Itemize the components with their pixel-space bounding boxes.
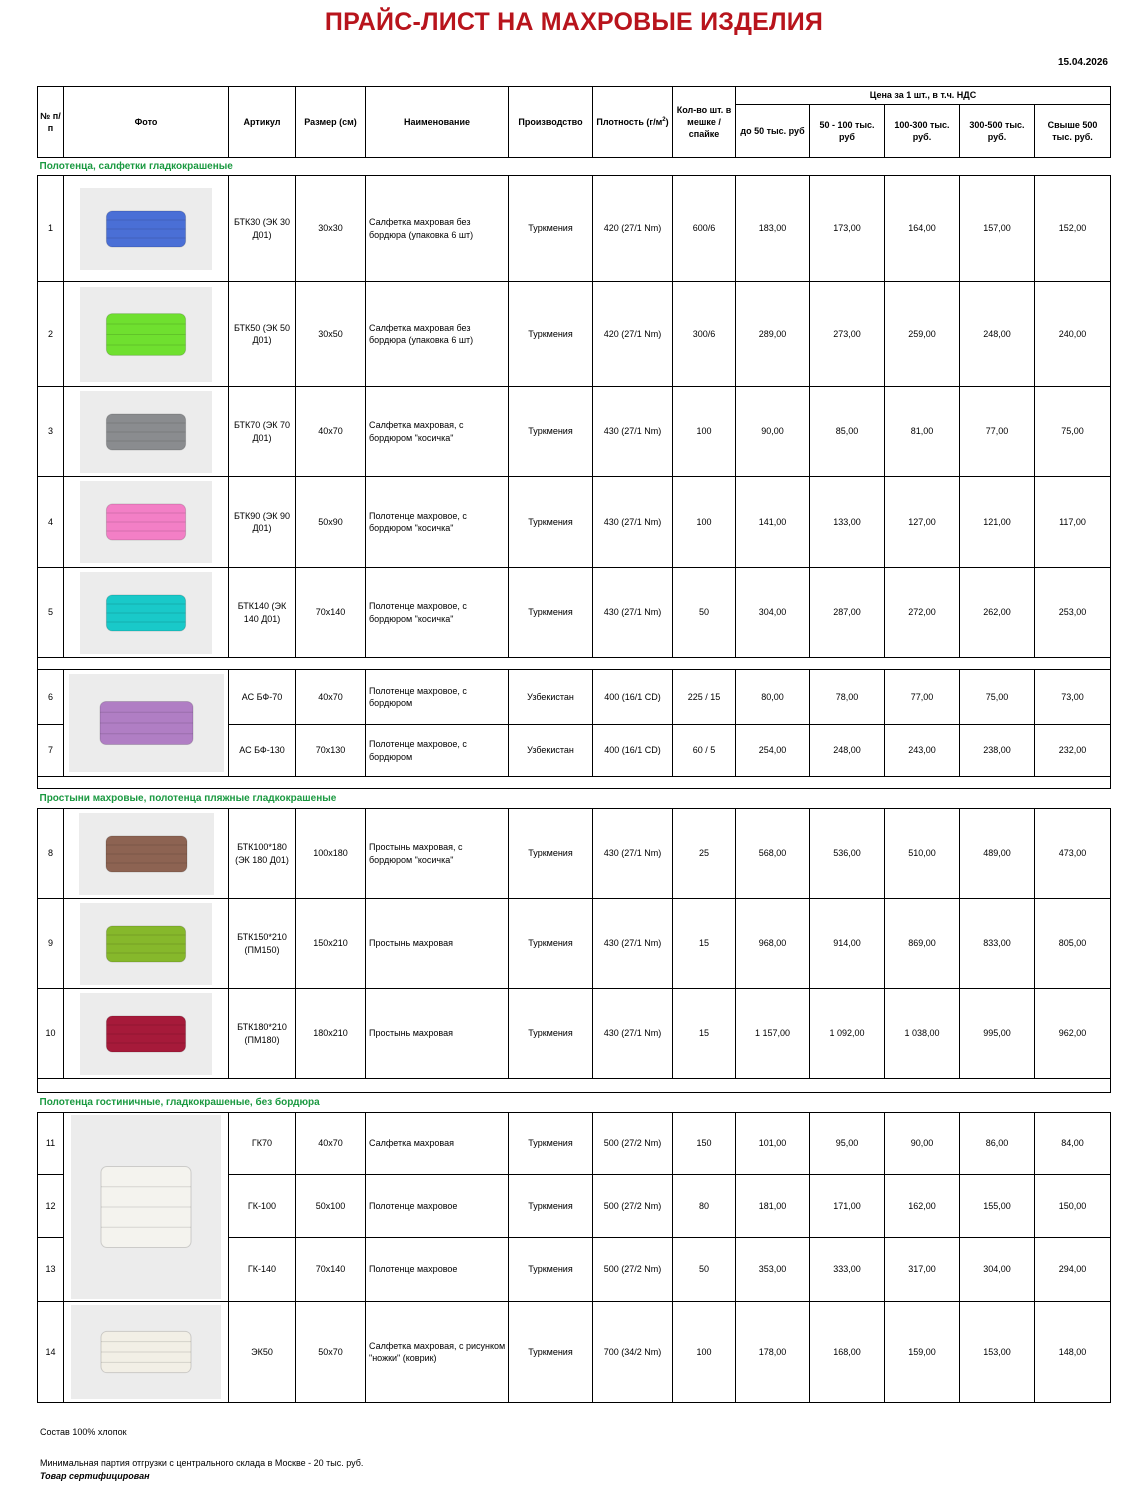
- production-cell: Туркмения: [509, 899, 593, 989]
- towel-icon: [80, 481, 212, 563]
- product-photo-cell: [64, 1113, 229, 1302]
- price-cell-1: 178,00: [736, 1302, 810, 1403]
- size-cell: 150х210: [296, 899, 366, 989]
- article-cell: БТК140 (ЭК 140 Д01): [229, 568, 296, 658]
- price-cell-2: 914,00: [810, 899, 885, 989]
- price-cell-1: 568,00: [736, 809, 810, 899]
- size-cell: 50х70: [296, 1302, 366, 1403]
- density-cell: 400 (16/1 CD): [593, 725, 673, 777]
- size-cell: 40х70: [296, 387, 366, 477]
- qty-cell: 25: [673, 809, 736, 899]
- article-cell: АС БФ-70: [229, 670, 296, 725]
- qty-cell: 150: [673, 1113, 736, 1175]
- section-title: Полотенца гостиничные, гладкокрашеные, без бордюра: [38, 1093, 1111, 1113]
- spacer-row: [38, 777, 1111, 789]
- table-row: [38, 176, 1111, 282]
- size-cell: 40х70: [296, 670, 366, 725]
- price-cell-2: 287,00: [810, 568, 885, 658]
- qty-cell: 60 / 5: [673, 725, 736, 777]
- row-number: 9: [38, 899, 64, 989]
- price-cell-2: 536,00: [810, 809, 885, 899]
- density-cell: 500 (27/2 Nm): [593, 1113, 673, 1175]
- name-cell: Салфетка махровая, с бордюром "косичка": [366, 387, 509, 477]
- header-price-1: до 50 тыс. руб: [736, 105, 810, 158]
- price-cell-5: 962,00: [1035, 989, 1111, 1079]
- production-cell: Туркмения: [509, 989, 593, 1079]
- product-photo-cell: [64, 282, 229, 387]
- product-photo-cell: [64, 477, 229, 568]
- price-table: [37, 86, 1111, 1403]
- table-row: [38, 1113, 1111, 1175]
- price-cell-4: 157,00: [960, 176, 1035, 282]
- price-cell-1: 183,00: [736, 176, 810, 282]
- price-cell-4: 248,00: [960, 282, 1035, 387]
- price-cell-2: 168,00: [810, 1302, 885, 1403]
- size-cell: 30х50: [296, 282, 366, 387]
- product-photo-cell: [64, 176, 229, 282]
- qty-cell: 80: [673, 1175, 736, 1238]
- price-cell-4: 304,00: [960, 1238, 1035, 1302]
- price-cell-2: 85,00: [810, 387, 885, 477]
- production-cell: Туркмения: [509, 387, 593, 477]
- price-cell-3: 259,00: [885, 282, 960, 387]
- header-price-2: 50 - 100 тыс. руб: [810, 105, 885, 158]
- production-cell: Туркмения: [509, 1113, 593, 1175]
- price-cell-1: 80,00: [736, 670, 810, 725]
- size-cell: 70х130: [296, 725, 366, 777]
- product-photo: [71, 1305, 221, 1399]
- header-price-4: 300-500 тыс. руб.: [960, 105, 1035, 158]
- header-num: № п/п: [38, 87, 64, 158]
- price-cell-3: 90,00: [885, 1113, 960, 1175]
- product-photo: [69, 674, 224, 772]
- price-cell-3: 77,00: [885, 670, 960, 725]
- price-cell-1: 254,00: [736, 725, 810, 777]
- row-number: 5: [38, 568, 64, 658]
- name-cell: Полотенце махровое, с бордюром "косичка": [366, 568, 509, 658]
- table-row: [38, 809, 1111, 899]
- density-cell: 430 (27/1 Nm): [593, 809, 673, 899]
- production-cell: Туркмения: [509, 477, 593, 568]
- production-cell: Узбекистан: [509, 670, 593, 725]
- name-cell: Простынь махровая: [366, 989, 509, 1079]
- price-cell-1: 90,00: [736, 387, 810, 477]
- price-cell-1: 141,00: [736, 477, 810, 568]
- header-price-5: Свыше 500 тыс. руб.: [1035, 105, 1111, 158]
- table-row: [38, 477, 1111, 568]
- table-row: [38, 989, 1111, 1079]
- price-cell-1: 304,00: [736, 568, 810, 658]
- header-photo: Фото: [64, 87, 229, 158]
- price-cell-3: 510,00: [885, 809, 960, 899]
- qty-cell: 300/6: [673, 282, 736, 387]
- row-number: 12: [38, 1175, 64, 1238]
- name-cell: Полотенце махровое, с бордюром: [366, 725, 509, 777]
- product-photo: [80, 993, 212, 1075]
- article-cell: ГК-100: [229, 1175, 296, 1238]
- header-qty: Кол-во шт. в мешке / спайке: [673, 87, 736, 158]
- article-cell: БТК180*210 (ПМ180): [229, 989, 296, 1079]
- price-cell-4: 121,00: [960, 477, 1035, 568]
- size-cell: 180х210: [296, 989, 366, 1079]
- towel-icon: [80, 391, 212, 473]
- row-number: 14: [38, 1302, 64, 1403]
- price-cell-3: 127,00: [885, 477, 960, 568]
- price-cell-2: 248,00: [810, 725, 885, 777]
- production-cell: Узбекистан: [509, 725, 593, 777]
- spacer-row: [38, 658, 1111, 670]
- production-cell: Туркмения: [509, 1175, 593, 1238]
- density-cell: 500 (27/2 Nm): [593, 1238, 673, 1302]
- table-row: [38, 568, 1111, 658]
- qty-cell: 50: [673, 568, 736, 658]
- spacer-cell: [38, 777, 1111, 789]
- product-photo: [79, 813, 214, 895]
- price-cell-5: 75,00: [1035, 387, 1111, 477]
- price-cell-5: 117,00: [1035, 477, 1111, 568]
- article-cell: БТК30 (ЭК 30 Д01): [229, 176, 296, 282]
- price-cell-2: 171,00: [810, 1175, 885, 1238]
- product-photo: [80, 903, 212, 985]
- price-cell-4: 155,00: [960, 1175, 1035, 1238]
- header-price-3: 100-300 тыс. руб.: [885, 105, 960, 158]
- product-photo: [80, 287, 212, 382]
- size-cell: 40х70: [296, 1113, 366, 1175]
- table-row: [38, 282, 1111, 387]
- name-cell: Полотенце махровое: [366, 1238, 509, 1302]
- price-cell-2: 273,00: [810, 282, 885, 387]
- row-number: 8: [38, 809, 64, 899]
- header-price-group: Цена за 1 шт., в т.ч. НДС: [736, 87, 1111, 105]
- price-cell-3: 1 038,00: [885, 989, 960, 1079]
- price-cell-4: 77,00: [960, 387, 1035, 477]
- price-cell-3: 162,00: [885, 1175, 960, 1238]
- price-date: 15.04.2026: [1057, 57, 1108, 68]
- product-photo: [71, 1115, 221, 1299]
- article-cell: ГК70: [229, 1113, 296, 1175]
- production-cell: Туркмения: [509, 282, 593, 387]
- min-order-note: Минимальная партия отгрузки с центрального склада в Москве - 20 тыс. руб.: [40, 1458, 364, 1468]
- table-row: [38, 387, 1111, 477]
- product-photo-cell: [64, 1302, 229, 1403]
- size-cell: 50х100: [296, 1175, 366, 1238]
- price-cell-4: 86,00: [960, 1113, 1035, 1175]
- price-cell-2: 95,00: [810, 1113, 885, 1175]
- certified-note: Товар сертифицирован: [40, 1471, 150, 1481]
- price-cell-4: 833,00: [960, 899, 1035, 989]
- production-cell: Туркмения: [509, 568, 593, 658]
- price-cell-4: 262,00: [960, 568, 1035, 658]
- header-article: Артикул: [229, 87, 296, 158]
- towel-icon: [80, 572, 212, 654]
- size-cell: 70х140: [296, 568, 366, 658]
- price-cell-1: 1 157,00: [736, 989, 810, 1079]
- qty-cell: 100: [673, 1302, 736, 1403]
- name-cell: Салфетка махровая без бордюра (упаковка 6 шт): [366, 176, 509, 282]
- price-cell-5: 150,00: [1035, 1175, 1111, 1238]
- towel-icon: [71, 1305, 221, 1399]
- qty-cell: 15: [673, 899, 736, 989]
- article-cell: БТК90 (ЭК 90 Д01): [229, 477, 296, 568]
- size-cell: 30х30: [296, 176, 366, 282]
- towel-icon: [80, 287, 212, 382]
- row-number: 11: [38, 1113, 64, 1175]
- price-cell-5: 240,00: [1035, 282, 1111, 387]
- name-cell: Салфетка махровая, с рисунком "ножки" (коврик): [366, 1302, 509, 1403]
- product-photo-cell: [64, 670, 229, 777]
- price-cell-5: 84,00: [1035, 1113, 1111, 1175]
- price-cell-5: 152,00: [1035, 176, 1111, 282]
- name-cell: Полотенце махровое, с бордюром: [366, 670, 509, 725]
- row-number: 4: [38, 477, 64, 568]
- production-cell: Туркмения: [509, 176, 593, 282]
- product-photo-cell: [64, 989, 229, 1079]
- composition-note: Состав 100% хлопок: [40, 1427, 127, 1437]
- price-cell-5: 253,00: [1035, 568, 1111, 658]
- product-photo-cell: [64, 387, 229, 477]
- price-cell-3: 317,00: [885, 1238, 960, 1302]
- price-cell-4: 75,00: [960, 670, 1035, 725]
- price-cell-1: 181,00: [736, 1175, 810, 1238]
- header-density: Плотность $(г/м^2)$: [593, 87, 673, 158]
- density-cell: 420 (27/1 Nm): [593, 282, 673, 387]
- qty-cell: 100: [673, 477, 736, 568]
- table-row: [38, 670, 1111, 725]
- section-title: Простыни махровые, полотенца пляжные гладкокрашеные: [38, 789, 1111, 809]
- price-cell-1: 968,00: [736, 899, 810, 989]
- section-row: [38, 1093, 1111, 1113]
- row-number: 6: [38, 670, 64, 725]
- qty-cell: 50: [673, 1238, 736, 1302]
- spacer-row: [38, 1079, 1111, 1093]
- row-number: 10: [38, 989, 64, 1079]
- density-cell: 430 (27/1 Nm): [593, 477, 673, 568]
- price-cell-1: 289,00: [736, 282, 810, 387]
- size-cell: 50х90: [296, 477, 366, 568]
- row-number: 3: [38, 387, 64, 477]
- price-cell-5: 73,00: [1035, 670, 1111, 725]
- row-number: 13: [38, 1238, 64, 1302]
- price-cell-3: 164,00: [885, 176, 960, 282]
- row-number: 7: [38, 725, 64, 777]
- density-cell: 700 (34/2 Nm): [593, 1302, 673, 1403]
- row-number: 2: [38, 282, 64, 387]
- article-cell: БТК70 (ЭК 70 Д01): [229, 387, 296, 477]
- table-row: [38, 1302, 1111, 1403]
- price-cell-2: 78,00: [810, 670, 885, 725]
- production-cell: Туркмения: [509, 809, 593, 899]
- price-cell-4: 153,00: [960, 1302, 1035, 1403]
- size-cell: 100х180: [296, 809, 366, 899]
- header-name: Наименование: [366, 87, 509, 158]
- price-cell-3: 243,00: [885, 725, 960, 777]
- row-number: 1: [38, 176, 64, 282]
- page-title: ПРАЙС-ЛИСТ НА МАХРОВЫЕ ИЗДЕЛИЯ: [324, 8, 824, 36]
- density-cell: 400 (16/1 CD): [593, 670, 673, 725]
- price-cell-5: 232,00: [1035, 725, 1111, 777]
- article-cell: ГК-140: [229, 1238, 296, 1302]
- price-cell-3: 159,00: [885, 1302, 960, 1403]
- article-cell: БТК100*180 (ЭК 180 Д01): [229, 809, 296, 899]
- name-cell: Салфетка махровая: [366, 1113, 509, 1175]
- table-row: [38, 899, 1111, 989]
- price-cell-1: 353,00: [736, 1238, 810, 1302]
- product-photo: [80, 572, 212, 654]
- price-cell-5: 148,00: [1035, 1302, 1111, 1403]
- qty-cell: 100: [673, 387, 736, 477]
- price-cell-2: 1 092,00: [810, 989, 885, 1079]
- price-cell-5: 473,00: [1035, 809, 1111, 899]
- name-cell: Полотенце махровое, с бордюром "косичка": [366, 477, 509, 568]
- qty-cell: 15: [673, 989, 736, 1079]
- header-size: Размер (см): [296, 87, 366, 158]
- price-cell-3: 869,00: [885, 899, 960, 989]
- qty-cell: 225 / 15: [673, 670, 736, 725]
- name-cell: Простынь махровая: [366, 899, 509, 989]
- density-cell: 430 (27/1 Nm): [593, 387, 673, 477]
- towel-icon: [80, 993, 212, 1075]
- spacer-cell: [38, 658, 1111, 670]
- density-cell: 420 (27/1 Nm): [593, 176, 673, 282]
- density-cell: 430 (27/1 Nm): [593, 899, 673, 989]
- price-cell-1: 101,00: [736, 1113, 810, 1175]
- density-cell: 430 (27/1 Nm): [593, 568, 673, 658]
- price-cell-5: 294,00: [1035, 1238, 1111, 1302]
- price-cell-3: 272,00: [885, 568, 960, 658]
- price-cell-2: 133,00: [810, 477, 885, 568]
- price-cell-3: 81,00: [885, 387, 960, 477]
- towel-icon: [79, 813, 214, 895]
- article-cell: БТК150*210 (ПМ150): [229, 899, 296, 989]
- size-cell: 70х140: [296, 1238, 366, 1302]
- qty-cell: 600/6: [673, 176, 736, 282]
- price-cell-4: 489,00: [960, 809, 1035, 899]
- section-row: [38, 158, 1111, 176]
- price-cell-4: 238,00: [960, 725, 1035, 777]
- product-photo-cell: [64, 899, 229, 989]
- article-cell: АС БФ-130: [229, 725, 296, 777]
- towel-icon: [80, 188, 212, 270]
- towel-icon: [71, 1115, 221, 1299]
- towel-icon: [69, 674, 224, 772]
- production-cell: Туркмения: [509, 1238, 593, 1302]
- section-title: Полотенца, салфетки гладкокрашеные: [38, 158, 1111, 176]
- density-cell: 430 (27/1 Nm): [593, 989, 673, 1079]
- name-cell: Полотенце махровое: [366, 1175, 509, 1238]
- product-photo-cell: [64, 568, 229, 658]
- towel-icon: [80, 903, 212, 985]
- product-photo-cell: [64, 809, 229, 899]
- header-production: Производство: [509, 87, 593, 158]
- production-cell: Туркмения: [509, 1302, 593, 1403]
- price-cell-2: 333,00: [810, 1238, 885, 1302]
- article-cell: ЭК50: [229, 1302, 296, 1403]
- price-cell-4: 995,00: [960, 989, 1035, 1079]
- product-photo: [80, 391, 212, 473]
- product-photo: [80, 481, 212, 563]
- name-cell: Салфетка махровая без бордюра (упаковка 6 шт): [366, 282, 509, 387]
- product-photo: [80, 188, 212, 270]
- price-cell-2: 173,00: [810, 176, 885, 282]
- name-cell: Простынь махровая, с бордюром "косичка": [366, 809, 509, 899]
- price-cell-5: 805,00: [1035, 899, 1111, 989]
- section-row: [38, 789, 1111, 809]
- density-cell: 500 (27/2 Nm): [593, 1175, 673, 1238]
- article-cell: БТК50 (ЭК 50 Д01): [229, 282, 296, 387]
- spacer-cell: [38, 1079, 1111, 1093]
